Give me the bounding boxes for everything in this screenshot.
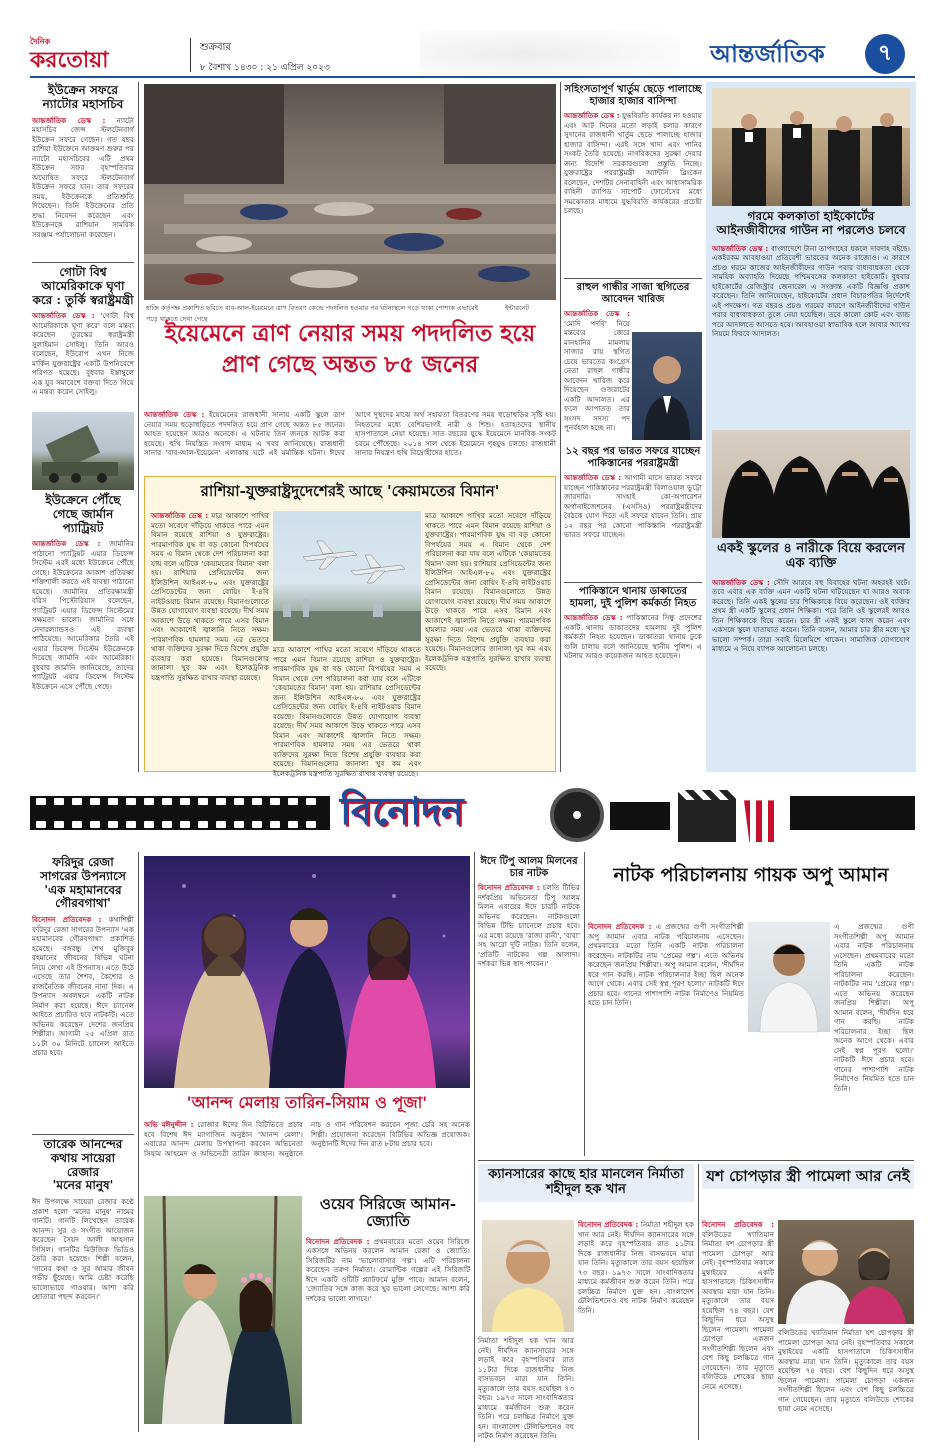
story-pak-fm-india bbox=[564, 446, 702, 573]
section-title: আন্তর্জাতিক bbox=[710, 39, 825, 68]
masthead bbox=[0, 0, 945, 80]
patriot-launcher-icon bbox=[32, 412, 134, 490]
headline-l2: কথায় সায়েরা bbox=[50, 1150, 116, 1165]
top-photo-credit: ইন্টারনেট bbox=[505, 304, 529, 312]
page-number-badge bbox=[865, 34, 905, 74]
body: নির্মাতা শহীদুল হক খান আর নেই। দীর্ঘদিন ক্যানসারের সঙ্গে লড়াই করে বৃহস্পতিবার রাত ১১টার দিকে রাজধানীর নিজ বাসভবনে মারা যান তিনি। মৃত্যুকালে তার বয়স হয়েছিল ৭৩ বছর। ১৯৭৩ সালে সাংবাদিকতার মাধ্যমে কর্মজীবন শুরু করেন তিনি। পরে চলচ্চিত্র নির্মাণে যুক্ত হন। বাংলাদেশ টেলিভিশনেও বহু নাটক নির্মাণ করেছেন তিনি। bbox=[578, 1220, 694, 1315]
body: সৌদি আরবে বহু বিবাহের ঘটনা অহরহই ঘটে। তবে এবার এক ব্যক্তি এমন একটি ঘটনা ঘটিয়েছেন যা আরও অবাক করেছে। তিনি একই স্কুলের চার শিক্ষিকাকে বিয়ে করেছেন। ওই ব্যক্তির প্রথম স্ত্রী একটি স্কুলের প্রধান শিক্ষিকা। পরে তিনি ওই স্কুলেরই আরও তিন শিক্ষিকাকে বিয়ে করেন। চার স্ত্রী একই স্কুলে কাজ করেন এবং একসঙ্গে স্কুলে যাতায়াত করেন। তিনি বলেন, আমার চার স্ত্রীর মধ্যে খুব ভালো সম্পর্ক। তারা সবাই মিলেমিশে থাকেন। সামাজিক যোগাযোগ মাধ্যমে এ নিয়ে ব্যাপক আলোচনা চলছে। bbox=[712, 577, 910, 654]
headline-l1: তারেক আনন্দের bbox=[43, 1137, 123, 1151]
bilawal-photo bbox=[632, 332, 702, 440]
anondo-mela-headline: 'আনন্দ মেলায় তারিন-সিয়াম ও পূজা' bbox=[186, 1093, 428, 1112]
paper-logo bbox=[30, 36, 180, 74]
top-photo-caption: হাজি কর্তৃপক্ষ প্রকাশিত ছবিতে বাব-আল-ইয়েমেনে ত্রাণ বিতরণ কেন্দ্রে পদদলিত হওয়ার পর ঘটনাস্থলে পড়ে থাকা পোশাক এভাবেই পড়ে থাকতে দেখা গেছে bbox=[146, 304, 479, 323]
headline-l3: রেজার bbox=[66, 1164, 100, 1179]
dateline: বিনোদন প্রতিবেদক : bbox=[578, 1220, 639, 1229]
story-patriot bbox=[32, 494, 134, 749]
dateline: আন্তর্জাতিক ডেস্ক : bbox=[712, 243, 769, 253]
dateline: আন্তর্জাতিক ডেস্ক : bbox=[32, 115, 106, 125]
patriot-photo bbox=[32, 412, 134, 490]
kolkata-court-photo bbox=[712, 88, 910, 206]
page-number: ৭ bbox=[877, 39, 893, 66]
story-turkey-minister bbox=[32, 266, 134, 399]
body-continued: মাত্র আকাশে পাখির মতো সবেগে দাঁড়িয়ে থাকতে পারে এমন বিমান রয়েছে রাশিয়া ও যুক্তরাষ্ট্রের। পারমাণবিক যুদ্ধ বা বড় কোনো বিপর্যয়ের সময় এ বিমান থেকে দেশ পরিচালনা করা যায় বলে এটিকে 'কেয়ামতের বিমান' বলা হয়। রাশিয়ার প্রেসিডেন্টের জন্য ইলিউশিন আইএল-৮০ এবং যুক্তরাষ্ট্রের প্রেসিডেন্টের জন্য বোয়িং ই-৪বি নাইটওয়াচ বিমান রয়েছে। বিমানগুলোতে উন্নত যোগাযোগ ব্যবস্থা রয়েছে। দীর্ঘ সময় আকাশে উড়ে থাকতে পারে এসব বিমান এবং আকাশেই জ্বালানি নিতে সক্ষম। পারমাণবিক হামলার সময় এর ভেতরে থাকা ব্যক্তিদের সুরক্ষা দিতে বিশেষ প্রযুক্তি ব্যবহার করা হয়েছে। বিমানগুলোর জানালা খুব কম এবং ইলেকট্রনিক যন্ত্রপাতি সুরক্ষিত রাখার ব্যবস্থা রয়েছে। bbox=[425, 511, 551, 672]
three-hosts-graphic bbox=[144, 856, 470, 1088]
popcorn-icon bbox=[744, 790, 780, 842]
dateline: বিনোদন প্রতিবেদক : bbox=[588, 922, 652, 931]
story-faridur-reza bbox=[32, 856, 134, 1129]
body: যুদ্ধবিরতি কার্যকর না হওয়ায় এবং আট দিনের মতো লড়াই চলার কারণে সুদানের রাজধানী খার্তুম ছেড়ে পালাচ্ছে হাজার হাজার বাসিন্দা। এরই সঙ্গে খাদ্য এবং পানির সংকট তৈরি হয়েছে। নাগরিকদের সুরক্ষা দেয়ার জন্য বিদেশি সরকারগুলো প্রস্তুতি নিচ্ছে। যুক্তরাষ্ট্রের পররাষ্ট্রমন্ত্রী অ্যান্টনি ব্লিংকেন বলেছেন, দেশটির সেনাবাহিনী এবং আধাসামরিক বাহিনী র‌্যাপিড সাপোর্ট ফোর্সেসের মধ্যে সমঝোতার মাধ্যমে যুদ্ধবিরতি কার্যকরের প্রচেষ্টা চলছে। bbox=[564, 111, 702, 215]
dateline: অভি মঈনুদ্দীন : bbox=[144, 1120, 194, 1129]
yemen-stampede-photo bbox=[144, 84, 556, 300]
logo-small: দৈনিক bbox=[30, 37, 51, 46]
dateline: আন্তর্জাতিক ডেস্ক : bbox=[144, 410, 205, 419]
body: 'মোদি পদবি' নিয়ে মন্তব্যের জেরে মানহানির মামলায় সাজার রায় স্থগিত চেয়ে ভারতের কংগ্রেস নেতা রাহুল গান্ধীর আবেদন খারিজ করে দিয়েছেন গুজরাটের একটি আদালত। এর ফলে আপাতত তার সংসদ সদস্য পদ পুনর্বহাল হচ্ছে না। bbox=[564, 318, 630, 432]
entertainment-banner bbox=[30, 778, 915, 850]
body: পাকিস্তানের সিন্ধু প্রদেশের একটি থানায় ডাকাতদের হামলায় দুই পুলিশ কর্মকর্তা নিহত হয়েছেন। ডাকাতরা থানায় ঢুকে গুলি চালায় বলে জানিয়েছে স্থানীয় পুলিশ। এ ঘটনায় আরও কয়েকজন আহত হয়েছেন। bbox=[564, 613, 703, 660]
body: রোজার ঈদের দিন বিটিভিতে প্রচার হবে বিশেষ ঈদ ম্যাগাজিন অনুষ্ঠান 'আনন্দ মেলা'। এবারের আনন্দ মেলায় উপস্থাপনা করবেন অভিনেতা সিয়াম আহমেদ ও অভিনেত্রী তারিন জাহান। অনুষ্ঠানে নাচ ও গান পরিবেশন করবেন পূজা চেরি সহ অনেক শিল্পী। প্রযোজনা করেছেন বিটিভির অভিজ্ঞ প্রযোজক। অনুষ্ঠানটি ঈদের দিন রাত ৮টায় প্রচার হবে। bbox=[144, 1120, 470, 1158]
story-kolkata-gown bbox=[712, 210, 910, 430]
body: ইয়েমেনের রাজধানী সানায় একটি স্কুলে ত্রাণ নেয়ার সময় হুড়োহুড়িতে পদদলিত হয়ে প্রাণ গেছে অন্তত ৮৫ জনের। আহত হয়েছেন আরও অনেকে। এ ঘটনায় তিন জনকে আটক করা হয়েছে। হুথি নিয়ন্ত্রিত সংবাদ মাধ্যম এ খবর জানিয়েছে। রাজধানী সানার 'বাব-আল-ইয়েমেন' এলাকায় ঘটে এই মর্মান্তিক ঘটনা। ঈদের আগে দুস্থদের মাঝে অর্থ সহায়তা বিতরণের সময় হুড়োহুড়ির সৃষ্টি হয়। নিহতদের মধ্যে বেশিরভাগই নারী ও শিশু। হতাহতদের স্থানীয় হাসপাতালে নেয়া হয়েছে। সাত বছরের যুদ্ধে ইয়েমেনে মানবিক সংকট চরমে পৌঁছেছে। ২০১৪ সাল থেকে ইয়েমেনে গৃহযুদ্ধ চলছে। রাজধানী সানার নিয়ন্ত্রণ হুথি বিদ্রোহীদের হাতে। bbox=[144, 410, 556, 457]
body: 'গোটা বিশ্ব আমেরিকাকে ঘৃণা করে' বলে মন্তব্য করেছেন তুরস্কের স্বরাষ্ট্রমন্ত্রী সুলাইমান সোইলু। তিনি আরও বলেছেন, ইউরোপ এখন নিজে মার্কিন যুক্তরাষ্ট্রের একটি উপনিবেশে পরিণত হয়েছে। বুধবার ইস্তাম্বুলে এক যুব সমাবেশে বক্তব্য দিতে গিয়ে এ মন্তব্য করেন সোইলু। bbox=[32, 311, 134, 397]
body: আগামী মাসে ভারত সফরে যাচ্ছেন পাকিস্তানের পররাষ্ট্রমন্ত্রী বিলাওয়াল ভুট্টো জারদারি। সাংহাই কো-অপারেশন অর্গানাইজেশনের (এসসিও) পররাষ্ট্রমন্ত্রীদের বৈঠকে যোগ দিতে এই সফরে যাবেন তিনি। প্রায় ১২ বছর পর কোনো পাকিস্তানি পররাষ্ট্রমন্ত্রী ভারত সফরে যাচ্ছেন। bbox=[564, 473, 702, 539]
body: কথাশিল্পী ফরিদুর রেজা সাগরের উপন্যাস 'এক মহামানবের গৌরবগাথা' প্রকাশিত হয়েছে। বঙ্গবন্ধু শেখ মুজিবুর রহমানের জীবনের বিভিন্ন ঘটনা নিয়ে লেখা এই উপন্যাস। এতে উঠে এসেছে তার শৈশব, কৈশোর ও রাজনৈতিক জীবনের নানা দিক। এ উপন্যাস অবলম্বনে একটি নাটক নির্মাণ করা হয়েছে। ঈদে চ্যানেল আইতে প্রচারিত হবে নাটকটি। এতে অভিনয় করেছেন দেশের জনপ্রিয় শিল্পীরা। আগামী ২৫ এপ্রিল রাত ১১টা ৩০ মিনিটে চ্যানেল আইতে প্রচার হবে। bbox=[32, 915, 135, 1058]
headline: রাশিয়া-যুক্তরাষ্ট্রদুদেশেরই আছে 'কেয়ামতের বিমান' bbox=[200, 482, 500, 500]
singer-portrait-icon bbox=[748, 922, 830, 1032]
headline-l2: সাগরের উপন্যাসে bbox=[40, 868, 126, 883]
body-continued: এ প্রজন্মের গুণী সংগীতশিল্পী অপু আমান এবার নাটক পরিচালনায় এসেছেন। প্রথমবারের মতো তিনি একটি নাটক পরিচালনা করেছেন। নাটকটির নাম 'প্রেমের গল্প'। এতে অভিনয় করেছেন জনপ্রিয় শিল্পীরা। অপু আমান বলেন, 'দীর্ঘদিন ধরে গান করছি। নাটক পরিচালনার ইচ্ছা ছিল অনেক আগে থেকে। এবার সেই স্বপ্ন পূরণ হলো।' নাটকটি ঈদে প্রচার হবে। গানের পাশাপাশি নাটক নির্মাণেও নিয়মিত হতে চান তিনি। bbox=[834, 922, 914, 1093]
headline-l4: 'মনের মানুষ' bbox=[52, 1178, 114, 1193]
dateline: আন্তর্জাতিক ডেস্ক : bbox=[564, 473, 622, 482]
body-continued-2: মাত্র আকাশে পাখির মতো সবেগে দাঁড়িয়ে থাকতে পারে এমন বিমান রয়েছে রাশিয়া ও যুক্তরাষ্ট্রের। পারমাণবিক যুদ্ধ বা বড় কোনো বিপর্যয়ের সময় এ বিমান থেকে দেশ পরিচালনা করা যায় বলে এটিকে 'কেয়ামতের বিমান' বলা হয়। রাশিয়ার প্রেসিডেন্টের জন্য ইলিউশিন আইএল-৮০ এবং যুক্তরাষ্ট্রের প্রেসিডেন্টের জন্য বোয়িং ই-৪বি নাইটওয়াচ বিমান রয়েছে। বিমানগুলোতে উন্নত যোগাযোগ ব্যবস্থা রয়েছে। দীর্ঘ সময় আকাশে উড়ে থাকতে পারে এসব বিমান এবং আকাশেই জ্বালানি নিতে সক্ষম। পারমাণবিক হামলার সময় এর ভেতরে থাকা ব্যক্তিদের সুরক্ষা দিতে বিশেষ প্রযুক্তি ব্যবহার করা হয়েছে। বিমানগুলোর জানালা খুব কম এবং ইলেকট্রনিক যন্ত্রপাতি সুরক্ষিত রাখার ব্যবস্থা রয়েছে। bbox=[273, 645, 421, 778]
story-apu-aman bbox=[588, 856, 914, 1156]
body: ঈদ উপলক্ষে সায়েরা রেজার কণ্ঠে প্রকাশ হলো 'মনের মানুষ' নামের গানটি। গানটি লিখেছেন তারেক আনন্দ। সুর ও সংগীত আয়োজন করেছেন সৈয়দ আলী আহসান সিসিল। গানটির মিউজিক ভিডিও তৈরি করা হয়েছে। শিল্পী বলেন, 'গানের কথা ও সুর আমার জীবন গভীর ছুঁয়েছে। আমি চেষ্টা করেছি ভালোভাবে গাওয়ার। আশা করি শ্রোতারা পছন্দ করবেন।' bbox=[32, 1197, 134, 1302]
aman-jyoti-photo bbox=[144, 1196, 302, 1424]
logo-text: করতোয়া bbox=[30, 47, 109, 73]
stairs-clothes-graphic bbox=[144, 84, 556, 300]
dateline: আন্তর্জাতিক ডেস্ক : bbox=[32, 539, 101, 549]
dateline: বিনোদন প্রতিবেদক : bbox=[478, 883, 540, 892]
story-khartoum bbox=[564, 84, 702, 259]
filmstrip-mid bbox=[610, 802, 670, 830]
headline: ঈদে টিপু আলম মিলনের চার নাটক bbox=[480, 856, 578, 879]
body: এ প্রজন্মের গুণী সংগীতশিল্পী অপু আমান এবার নাটক পরিচালনায় এসেছেন। প্রথমবারের মতো তিনি একটি নাটক পরিচালনা করেছেন। নাটকটির নাম 'প্রেমের গল্প'। এতে অভিনয় করেছেন জনপ্রিয় শিল্পীরা। অপু আমান বলেন, 'দীর্ঘদিন ধরে গান করছি। নাটক পরিচালনার ইচ্ছা ছিল অনেক আগে থেকে। এবার সেই স্বপ্ন পূরণ হলো।' নাটকটি ঈদে প্রচার হবে। গানের পাশাপাশি নাটক নির্মাণেও নিয়মিত হতে চান তিনি। bbox=[588, 922, 744, 1007]
headline: যশ চোপড়ার স্ত্রী পামেলা আর নেই bbox=[702, 1164, 914, 1189]
body: জার্মানির পাঠানো প্যাট্রিয়ট এয়ার ডিফেন্স সিস্টেম এরই মধ্যে ইউক্রেনে পৌঁছে গেছে। ইউক্রেনের আকাশ প্রতিরক্ষা শক্তিশালী করতে এই ব্যবস্থা পাঠানো হয়েছে। জার্মানির প্রতিরক্ষামন্ত্রী বরিস পিস্টোরিয়াস বলেছেন, প্যাট্রিয়ট এয়ার ডিফেন্স সিস্টেমের সক্ষমতা ভালো। জার্মানির সঙ্গে নেদারল্যান্ডসও এই ব্যবস্থা পাঠিয়েছে। আমেরিকার তৈরি এই এয়ার ডিফেন্স সিস্টেম ইউক্রেনকে দিয়েছে জার্মানি এবং আমেরিকা। বুধবার জার্মানি জানিয়েছে, তাদের প্যাট্রিয়ট এয়ার ডিফেন্স সিস্টেম ইউক্রেনে এসে পৌঁছে গেছে। bbox=[32, 539, 134, 691]
dateline: আন্তর্জাতিক ডেস্ক : bbox=[32, 311, 95, 321]
lead-headline: ইয়েমেনে ত্রাণ নেয়ার সময় পদদলিত হয়ে প্রাণ গেছে অন্তত ৮৫ জনের bbox=[164, 320, 536, 379]
headline: ইউক্রেন সফরে ন্যাটোর মহাসচিব bbox=[42, 83, 124, 111]
dateline: আন্তর্জাতিক ডেস্ক : bbox=[151, 511, 209, 520]
body: চলতি টিভির দর্শকপ্রিয় অভিনেতা টিপু আলম মিলন এবারের ঈদে চারটি নাটকে অভিনয় করেছেন। নাটকগুলো বিভিন্ন টিভি চ্যানেলে প্রচার হবে। এর মধ্যে রয়েছে 'রাজা রানী', 'বাবা' সহ আরো দুটি নাটক। তিনি বলেন, 'প্রতিটি নাটকের গল্প আলাদা। দর্শকরা ভিন্ন স্বাদ পাবেন।' bbox=[478, 883, 580, 968]
doomsday-planes-photo bbox=[273, 511, 421, 641]
world-map-graphic bbox=[420, 30, 680, 78]
body: ন্যাটো মহাসচিব জেন্স স্টলটেনবার্গ ইউক্রেন সফরে গেছেন। গত বছর রাশিয়া ইউক্রেনে আক্রমণ শুরুর পর ন্যাটো মহাসচিবের এটি প্রথম ইউক্রেন সফর বৃহস্পতিবার অঘোষিত সফরে স্টলটেনবার্গ ইউক্রেন সফরে যান। তার সফরের সময়, ইউক্রেনকে প্রতিশ্রুতি দিয়েছেন। তিনি ইউক্রেনের প্রতি শ্রদ্ধা নিবেদন করেছেন এবং ইউক্রেনকে রাশিয়ান সামরিক সরঞ্জাম পর্যালোচনা করেছেন। bbox=[32, 115, 134, 239]
headline: নাটক পরিচালনায় গায়ক অপু আমান bbox=[613, 864, 889, 886]
body: বাংলাদেশে টানা তাপদাহের ধকলে দাবদাহ বইছে। একইরকম আবহাওয়া প্রতিবেশী ভারতের অনেক রাজ্যেও। এ কারণে প্রচণ্ড গরমে কাজের আইনজীবীদের গাউন পরার বাধ্যবাধকতা থেকে সাময়িক অব্যাহতি দিয়েছে পশ্চিমবঙ্গের কলকাতা হাইকোর্ট। বুধবার হাইকোর্টের রেজিস্ট্রার জেনারেল এ সংক্রান্ত একটি বিজ্ঞপ্তি প্রকাশ করেছেন। তিনি জানিয়েছেন, হাইকোর্টের প্রধান বিচারপতির নির্দেশেই এই পদক্ষেপ। গত বছরও প্রচণ্ড গরমের কারণে আইনজীবীদের গাউন পরার বাধ্যবাধকতা তুলে নেয়া হয়েছিল। তবে কালো কোট এবং ব্যান্ড পরে আদালতে আসতে হবে। আবহাওয়া স্বাভাবিক হলে আবার আগের নিয়মে ফিরবে আদালত। bbox=[712, 243, 911, 339]
story-four-wives bbox=[712, 542, 910, 748]
couple-graphic bbox=[144, 1196, 302, 1424]
headline: ক্যানসারের কাছে হার মানলেন নির্মাতা শহীদুল হক খান bbox=[478, 1164, 694, 1202]
body-continued: নির্মাতা শহীদুল হক খান আর নেই। দীর্ঘদিন ক্যানসারের সঙ্গে লড়াই করে বৃহস্পতিবার রাত ১১টার দিকে রাজধানীর নিজ বাসভবনে মারা যান তিনি। মৃত্যুকালে তার বয়স হয়েছিল ৭৩ বছর। ১৯৭৩ সালে সাংবাদিকতার মাধ্যমে কর্মজীবন শুরু করেন তিনি। পরে চলচ্চিত্র নির্মাণে যুক্ত হন। বাংলাদেশ টেলিভিশনেও বহু নাটক নির্মাণ করেছেন তিনি। bbox=[478, 1336, 574, 1440]
film-reel-icon bbox=[550, 788, 604, 842]
women-niqab-graphic bbox=[712, 430, 910, 538]
niqab-women-photo bbox=[712, 430, 910, 538]
apu-aman-photo bbox=[748, 922, 830, 1032]
story-sayera-reza bbox=[32, 1138, 134, 1397]
headline-l3: 'এক মহামানবের গৌরবগাথা' bbox=[44, 882, 122, 911]
masthead-weekday: শুক্রবার bbox=[200, 42, 231, 53]
filmstrip-right bbox=[790, 796, 915, 830]
dateline: আন্তর্জাতিক ডেস্ক : bbox=[712, 577, 770, 587]
dateline: আন্তর্জাতিক ডেস্ক : bbox=[564, 111, 620, 120]
story-shahidul-haque bbox=[478, 1164, 694, 1440]
headline: রাহুল গান্ধীর সাজা স্থগিতের আবেদন খারিজ bbox=[576, 282, 690, 305]
story-nato-chief bbox=[32, 84, 134, 254]
body-continued: বলিউডের খ্যাতিমান নির্মাতা যশ চোপড়ার স্ত্রী পামেলা চোপড়া আর নেই। বৃহস্পতিবার সকালে মুম্বাইয়ের একটি হাসপাতালে চিকিৎসাধীন অবস্থায় মারা যান তিনি। মৃত্যুকালে তার বয়স হয়েছিল ৭৪ বছর। বেশ কিছুদিন ধরে অসুস্থ ছিলেন পামেলা। পামেলা চোপড়া একজন সংগীতশিল্পী ছিলেন এবং বেশ কিছু চলচ্চিত্রে গান গেয়েছেন। তার মৃত্যুতে বলিউডে শোকের ছায়া নেমে এসেছে। bbox=[778, 1328, 914, 1413]
story-tipu-alam bbox=[478, 856, 580, 1151]
lead-story bbox=[144, 410, 556, 470]
headline: সহিংসতাপূর্ণ খার্তুম ছেড়ে পালাচ্ছে হাজার হাজার বাসিন্দা bbox=[564, 84, 702, 107]
banner-title: বিনোদন bbox=[340, 788, 464, 833]
body: বলিউডের খ্যাতিমান নির্মাতা যশ চোপড়ার স্ত্রী পামেলা চোপড়া আর নেই। বৃহস্পতিবার সকালে মুম্বাইয়ের একটি হাসপাতালে চিকিৎসাধীন অবস্থায় মারা যান তিনি। মৃত্যুকালে তার বয়স হয়েছিল ৭৪ বছর। বেশ কিছুদিন ধরে অসুস্থ ছিলেন পামেলা। পামেলা চোপড়া একজন সংগীতশিল্পী ছিলেন এবং বেশ কিছু চলচ্চিত্রে গান গেয়েছেন। তার মৃত্যুতে বলিউডে শোকের ছায়া নেমে এসেছে। bbox=[702, 1229, 774, 1391]
dateline: বিনোদন প্রতিবেদক : bbox=[32, 915, 102, 925]
dateline: আন্তর্জাতিক ডেস্ক : bbox=[564, 613, 623, 622]
dateline: বিনোদন প্রতিবেদক : bbox=[306, 1236, 370, 1246]
dateline: আন্তর্জাতিক ডেস্ক : bbox=[564, 309, 630, 318]
lawyers-gowns-graphic bbox=[712, 88, 910, 206]
doomsday-plane-box bbox=[144, 476, 556, 778]
filmstrip-left bbox=[30, 796, 330, 830]
story-pamela-chopra bbox=[702, 1164, 914, 1440]
clapperboard-icon bbox=[678, 800, 736, 842]
headline: ওয়েব সিরিজে আমান-জ্যোতি bbox=[319, 1195, 457, 1231]
anondo-mela-story bbox=[144, 1120, 470, 1190]
headline: গরমে কলকাতা হাইকোর্টের আইনজীবীদের গাউন না পরলেও চলবে bbox=[716, 209, 906, 237]
headline: একই স্কুলের ৪ নারীকে বিয়ে করলেন এক ব্যক্তি bbox=[717, 541, 905, 571]
dateline: বিনোদন প্রতিবেদক : bbox=[702, 1220, 774, 1229]
body: মাত্র আকাশে পাখির মতো সবেগে দাঁড়িয়ে থাকতে পারে এমন বিমান রয়েছে রাশিয়া ও যুক্তরাষ্ট্রের। পারমাণবিক যুদ্ধ বা বড় কোনো বিপর্যয়ের সময় এ বিমান থেকে দেশ পরিচালনা করা যায় বলে এটিকে 'কেয়ামতের বিমান' বলা হয়। রাশিয়ার প্রেসিডেন্টের জন্য ইলিউশিন আইএল-৮০ এবং যুক্তরাষ্ট্রের প্রেসিডেন্টের জন্য বোয়িং ই-৪বি নাইটওয়াচ বিমান রয়েছে। বিমানগুলোতে উন্নত যোগাযোগ ব্যবস্থা রয়েছে। দীর্ঘ সময় আকাশে উড়ে থাকতে পারে এসব বিমান এবং আকাশেই জ্বালানি নিতে সক্ষম। পারমাণবিক হামলার সময় এর ভেতরে থাকা ব্যক্তিদের সুরক্ষা দিতে বিশেষ প্রযুক্তি ব্যবহার করা হয়েছে। বিমানগুলোর জানালা খুব কম এবং ইলেকট্রনিক যন্ত্রপাতি সুরক্ষিত রাখার ব্যবস্থা রয়েছে। bbox=[151, 511, 269, 682]
person-portrait-icon bbox=[632, 332, 702, 440]
body: প্রথমবারের মতো ওয়েব সিরিজে একসঙ্গে অভিনয় করলেন আমান রেজা ও জ্যোতি। সিরিজটির নাম 'ভালোবাসার গল্প'। এটি পরিচালনা করেছেন তরুণ নির্মাতা। রোমান্টিক গল্পের এই সিরিজটি ঈদে একটি ওটিটি প্ল্যাটফর্মে মুক্তি পাবে। আমান বলেন, 'জ্যোতির সঙ্গে কাজ করে খুব ভালো লেগেছে। আশা করি দর্শকের ভালো লাগবে।' bbox=[306, 1236, 470, 1303]
anondo-mela-photo bbox=[144, 856, 470, 1088]
headline: গোটা বিশ্ব আমেরিকাকে ঘৃণা করে : তুর্কি স্বরাষ্ট্রমন্ত্রী bbox=[32, 265, 134, 307]
yash-pamela-photo bbox=[778, 1220, 914, 1324]
story-web-series bbox=[306, 1196, 470, 1419]
couple-portrait-icon bbox=[778, 1220, 914, 1324]
headline: ইউক্রেনে পৌঁছে গেছে জার্মান প্যাট্রিয়ট bbox=[45, 493, 121, 535]
masthead-date: ৮ বৈশাখ ১৪৩০ : ২১ এপ্রিল ২০২৩ bbox=[200, 63, 330, 73]
headline-l1: ফরিদুর রেজা bbox=[52, 855, 114, 869]
planes-icon bbox=[273, 511, 421, 641]
story-pak-police bbox=[564, 586, 702, 723]
headline: ১২ বছর পর ভারত সফরে যাচ্ছেন পাকিস্তানের পররাষ্ট্রমন্ত্রী bbox=[565, 446, 701, 469]
director-portrait-icon bbox=[482, 1220, 574, 1332]
headline: পাকিস্তানে থানায় ডাকাতের হামলা, দুই পুলিশ কর্মকর্তা নিহত bbox=[569, 586, 697, 609]
shahidul-haque-photo bbox=[482, 1220, 574, 1332]
